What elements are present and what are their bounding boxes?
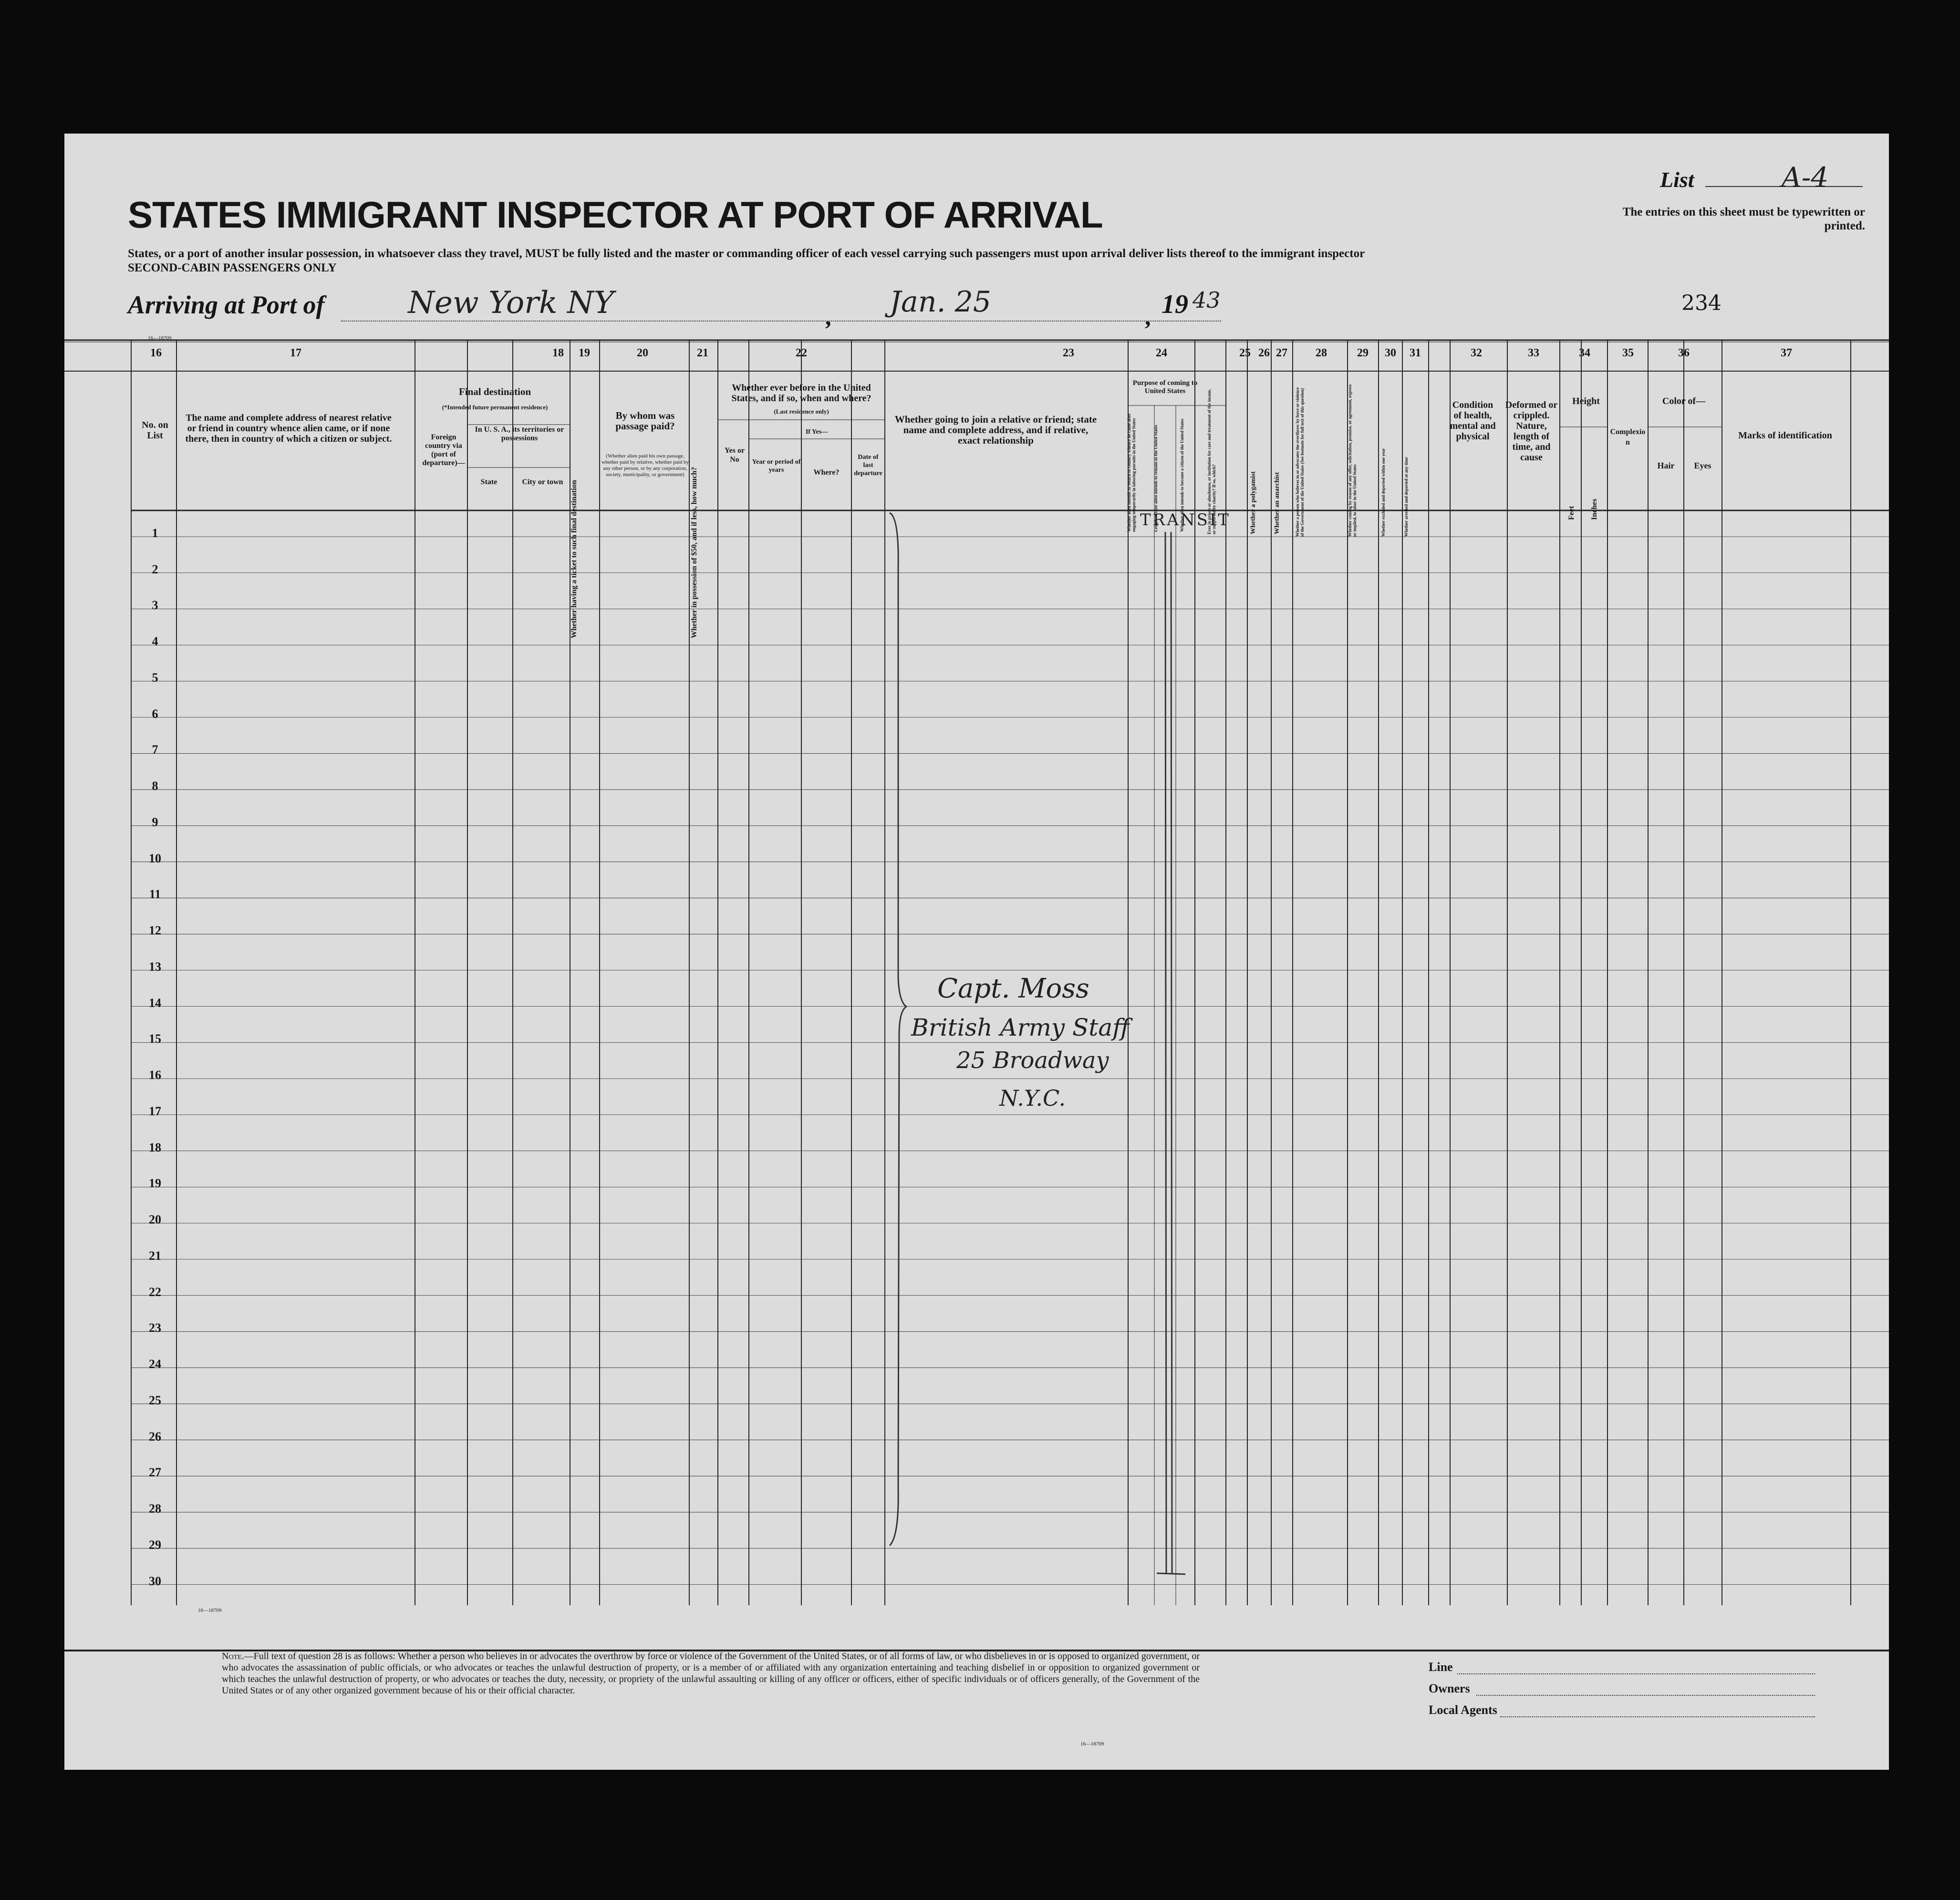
column-number: 30 xyxy=(1385,347,1396,359)
col34-inches: Inches xyxy=(1590,498,1598,520)
column-number: 23 xyxy=(1063,347,1074,359)
column-number: 20 xyxy=(637,347,648,359)
footer-note xyxy=(222,1651,1200,1696)
row-number: 20 xyxy=(149,1213,161,1227)
column-number: 32 xyxy=(1471,347,1482,359)
list-value: A-4 xyxy=(1782,161,1829,194)
col19-header: Whether having a ticket to such final destination xyxy=(570,480,578,638)
col30-header: Whether excluded and deported within one year xyxy=(1381,448,1386,537)
col24c-header: Whether alien intends to become a citizen of the United States xyxy=(1180,418,1184,532)
column-number: 36 xyxy=(1678,347,1690,359)
row-number: 29 xyxy=(149,1537,161,1552)
row-number: 19 xyxy=(149,1176,161,1191)
purpose-entry: TRANSIT xyxy=(1140,510,1231,530)
row-number: 26 xyxy=(149,1429,161,1443)
row-number: 12 xyxy=(149,924,161,938)
col34-header: Height xyxy=(1572,396,1600,406)
manifest-sheet xyxy=(64,134,1889,1770)
col18-sub: (*Intended future permanent residence) xyxy=(442,404,548,411)
col21-header: Whether in possession of $50, and if less, how much? xyxy=(690,467,698,638)
row-number: 3 xyxy=(152,598,158,613)
col36-hair: Hair xyxy=(1657,461,1675,470)
row-number: 14 xyxy=(149,996,161,1010)
col27-header: Whether an anarchist xyxy=(1274,472,1281,534)
column-number: 27 xyxy=(1276,347,1287,359)
arriving-label: Arriving at Port of xyxy=(128,291,325,319)
row-number: 30 xyxy=(149,1574,161,1588)
row-number: 28 xyxy=(149,1502,161,1516)
date-value: Jan. 25 xyxy=(890,285,991,319)
purpose-ditto-line xyxy=(1142,525,1200,1603)
row-number: 27 xyxy=(149,1465,161,1480)
col18-state: State xyxy=(480,478,498,486)
col29-header: Whether coming by reason of any offer, solicitation, promise, or agreement, express or implied, to labor in the United States xyxy=(1348,384,1357,537)
column-number: 29 xyxy=(1357,347,1369,359)
form-code-footer: 16—18709 xyxy=(1080,1741,1104,1747)
joining-entry-line2: British Army Staff xyxy=(911,1014,1130,1041)
form-code: 16—18709 xyxy=(148,335,172,341)
joining-entry-line3: 25 Broadway xyxy=(956,1047,1109,1074)
col22-where: Where? xyxy=(813,468,840,477)
row-number: 13 xyxy=(149,959,161,974)
column-number: 33 xyxy=(1528,347,1539,359)
col26-header: Whether a polygamist xyxy=(1250,471,1257,534)
row-number: 15 xyxy=(149,1032,161,1046)
row-number: 22 xyxy=(149,1285,161,1299)
row-number: 10 xyxy=(149,851,161,865)
owners-field xyxy=(1476,1695,1815,1696)
column-number: 16 xyxy=(150,347,162,359)
col18-city: City or town xyxy=(522,478,563,486)
col25-header: Ever in prison or almshouse, or institution for care and treatment of the insane, or supported by charity? If so, which? xyxy=(1207,389,1216,534)
year-value: 43 xyxy=(1193,287,1221,313)
row-number: 16 xyxy=(149,1068,161,1082)
col16-header: No. on List xyxy=(142,420,168,441)
column-number: 19 xyxy=(579,347,590,359)
class-label: SECOND-CABIN PASSENGERS ONLY xyxy=(128,261,337,274)
footer-note-label: Note. xyxy=(222,1651,244,1661)
col33-header: Deformed or crippled. Nature, length of time, and cause xyxy=(1505,400,1558,463)
column-number: 35 xyxy=(1622,347,1634,359)
col24b-header: Length of time alien intends to remain in the United States xyxy=(1153,425,1158,532)
row-number: 11 xyxy=(149,887,161,902)
col28-header: Whether a person who believes in or advocates the overthrow by force or violence of the Government of the United States (See footnote for full text of this question) xyxy=(1295,387,1305,537)
col22-years: Year or period of years xyxy=(752,458,801,474)
column-number: 21 xyxy=(697,347,708,359)
year-prefix: 19 xyxy=(1161,290,1188,319)
col36-header: Color of— xyxy=(1662,396,1706,406)
agents-field xyxy=(1500,1716,1815,1717)
port-value: New York NY xyxy=(408,285,614,321)
page-title: STATES IMMIGRANT INSPECTOR AT PORT OF ARRIVAL xyxy=(128,194,1103,236)
column-number: 22 xyxy=(796,347,807,359)
col22-yesno: Yes or No xyxy=(724,446,745,464)
col18-header: Final destination xyxy=(458,386,531,397)
row-number: 24 xyxy=(149,1357,161,1371)
column-number: 24 xyxy=(1156,347,1167,359)
column-number: 37 xyxy=(1781,347,1792,359)
column-number: 34 xyxy=(1579,347,1590,359)
instructions: States, or a port of another insular possession, in whatsoever class they travel, MUST be fully listed and the master or commanding officer of each vessel carrying such passengers must upon arrival deliver lists thereof to the immigrant inspector xyxy=(128,247,1365,260)
row-number: 5 xyxy=(152,670,158,685)
column-number: 18 xyxy=(552,347,564,359)
row-number: 23 xyxy=(149,1321,161,1335)
col23-header: Whether going to join a relative or friend; state name and complete address, and if relative, exact relationship xyxy=(894,414,1097,446)
typewritten-note: The entries on this sheet must be typewritten or printed. xyxy=(1622,206,1865,232)
footer-note-text: —Full text of question 28 is as follows: Whether a person who believes in or advocates the overthrow by force or violence of the Government of the United States, or of all forms of law, or who disbelieves in or is opposed to organized government, or who advocates the assassination of public officials, or who advocates or teaches the unlawful destruction of property, or is a member of or affiliated with any organization entertaining and teaching disbelief in or opposition to organized government or which teaches the unlawful destruction of property, or who advocates or teaches the duty, necessity, or propriety of the unlawful assaulting or killing of any officer or officers, either of specific individuals or of officers generally, of the Government of the United States or of any other organized government because of his or their official character. xyxy=(222,1651,1200,1696)
column-number: 31 xyxy=(1410,347,1421,359)
line-label: Line xyxy=(1429,1660,1453,1674)
form-code-bottom: 16—18709 xyxy=(198,1608,222,1613)
page-number: 234 xyxy=(1681,291,1721,315)
owners-label: Owners xyxy=(1429,1682,1470,1695)
row-number: 7 xyxy=(152,743,158,757)
col35-header: Complexion xyxy=(1610,428,1646,446)
agents-label: Local Agents xyxy=(1429,1703,1497,1717)
col18-foreign: Foreign country via (port of departure)— xyxy=(422,433,465,467)
col37-header: Marks of identification xyxy=(1738,430,1832,441)
row-number: 9 xyxy=(152,815,158,829)
row-number: 6 xyxy=(152,706,158,721)
row-number: 2 xyxy=(152,562,158,576)
joining-brace xyxy=(885,510,913,1550)
row-number: 4 xyxy=(152,634,158,649)
col32-header: Condition of health, mental and physical xyxy=(1450,400,1496,442)
col22-ifyes: If Yes— xyxy=(805,428,829,436)
comma: , xyxy=(1145,303,1151,330)
joining-entry-line1: Capt. Moss xyxy=(937,973,1089,1004)
col18-usa: In U. S. A., its territories or possessions xyxy=(475,426,564,442)
col22-sub: (Last residence only) xyxy=(774,408,829,415)
row-number: 25 xyxy=(149,1393,161,1407)
col22-date: Date of last departure xyxy=(854,454,882,477)
column-number: 28 xyxy=(1316,347,1327,359)
col31-header: Whether arrested and deported at any time xyxy=(1404,457,1409,537)
row-number: 21 xyxy=(149,1248,161,1263)
col20-sub: (Whether alien paid his own passage, whether paid by relative, whether paid by any other person, or by any corporation, society, municipality, or government) xyxy=(601,453,689,478)
line-field xyxy=(1457,1673,1815,1674)
col34-feet: Feet xyxy=(1567,506,1576,520)
col24-header: Purpose of coming to United States xyxy=(1132,379,1198,395)
comma: , xyxy=(825,303,831,330)
row-number: 8 xyxy=(152,779,158,793)
col22-header: Whether ever before in the United States, and if so, when and where? xyxy=(731,383,871,404)
column-number: 25 xyxy=(1239,347,1251,359)
col17-header: The name and complete address of nearest relative or friend in country whence alien came, or if none there, then in country of which a citizen or subject. xyxy=(185,413,392,444)
list-label: List xyxy=(1660,167,1694,192)
column-number: 17 xyxy=(290,347,301,359)
col36-eyes: Eyes xyxy=(1694,461,1711,470)
manifest-grid xyxy=(64,134,1889,1770)
row-number: 17 xyxy=(149,1104,161,1118)
col20-header: By whom was passage paid? xyxy=(615,410,675,432)
column-number: 26 xyxy=(1258,347,1270,359)
row-number: 18 xyxy=(149,1140,161,1154)
col24a-header: Whether alien intends to return to country whence he came after engaging temporarily in laboring pursuits in the United States xyxy=(1127,413,1136,532)
row-number: 1 xyxy=(152,526,158,540)
joining-entry-line4: N.Y.C. xyxy=(999,1085,1066,1111)
